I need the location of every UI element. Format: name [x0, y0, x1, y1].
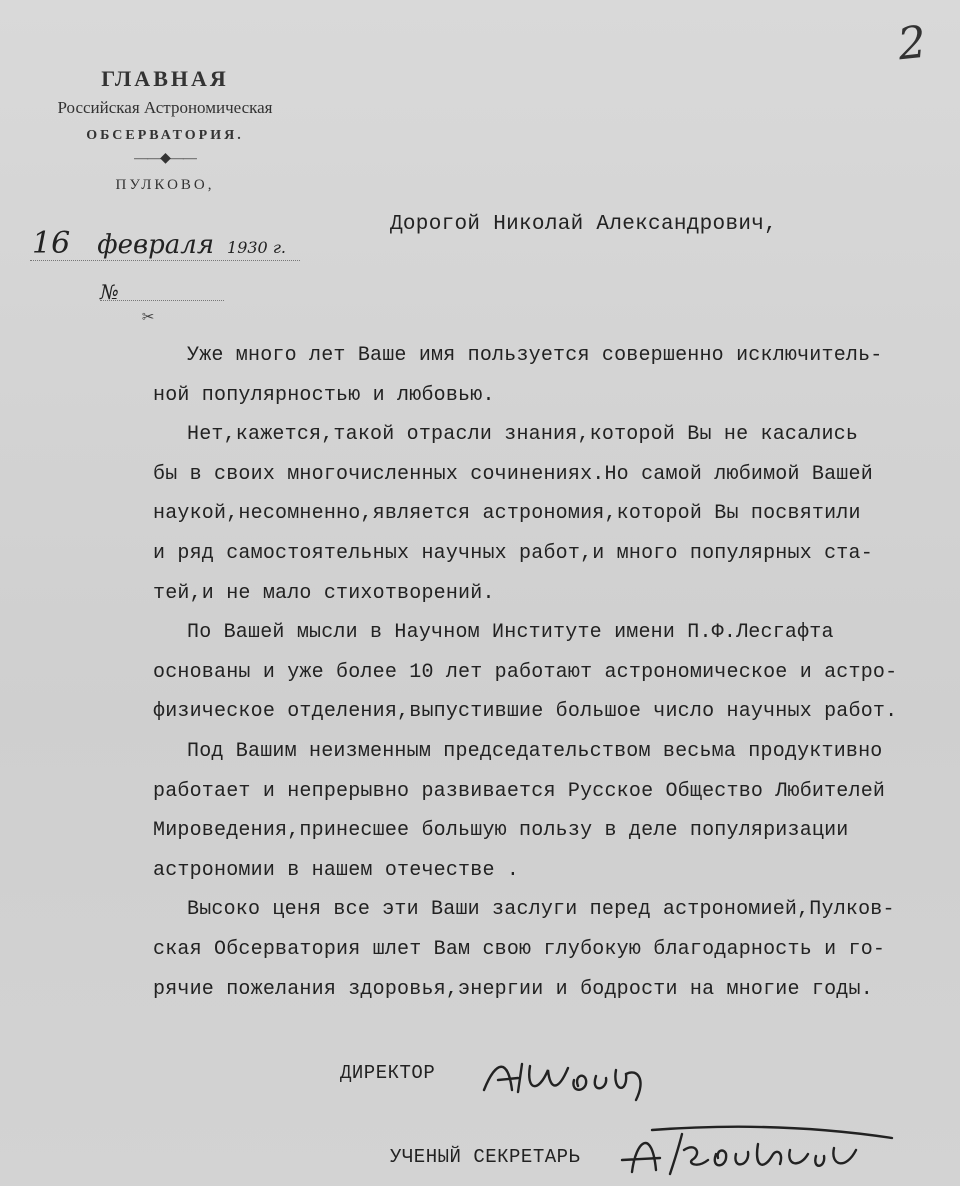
secretary-signature-row	[390, 1146, 580, 1168]
body-line: астрономии в нашем отечестве .	[153, 858, 520, 882]
secretary-signature	[612, 1120, 902, 1184]
date-day: 16	[32, 226, 71, 261]
body-line: Нет,кажется,такой отрасли знания,которой Вы не касались	[187, 423, 859, 447]
body-line: бы в своих многочисленных сочинениях.Но самой любимой Вашей	[153, 462, 873, 486]
body-line: работает и непрерывно развивается Русское Общество Любителей	[153, 779, 886, 803]
body-line: Уже много лет Ваше имя пользуется совершенно исключитель-	[187, 344, 883, 367]
paragraph	[153, 336, 953, 415]
salutation: Дорогой Николай Александрович,	[390, 213, 778, 236]
reference-number-line	[100, 280, 224, 304]
body-line: наукой,несомненно,является астрономия,которой Вы посвятили	[153, 502, 861, 526]
director-signature	[478, 1050, 668, 1110]
paragraph	[153, 890, 953, 1009]
body-line: ская Обсерватория шлет Вам свою глубокую благодарность и го-	[153, 937, 886, 961]
secretary-label: УЧЕНЫЙ СЕКРЕТАРЬ	[390, 1146, 581, 1168]
letterhead-observatory: ОБСЕРВАТОРИЯ.	[86, 128, 244, 143]
letterhead	[20, 66, 310, 194]
letterhead-subtitle: Российская Астрономическая	[57, 98, 273, 117]
director-signature-row	[340, 1062, 435, 1084]
body-line: рячие пожелания здоровья,энергии и бодрости на многие годы.	[153, 977, 873, 1001]
date-month: февраля	[97, 230, 215, 260]
scissors-icon: ✂	[142, 307, 155, 330]
paragraph	[153, 613, 953, 732]
body-line: и ряд самостоятельных научных работ,и много популярных ста-	[153, 541, 873, 565]
paragraph	[153, 415, 953, 613]
letter-body	[153, 336, 953, 1009]
date-year: 1930 г.	[227, 238, 286, 257]
letterhead-divider: ——◆——	[134, 151, 196, 166]
body-line: Под Вашим неизменным председательством весьма продуктивно	[187, 739, 883, 763]
body-line: тей,и не мало стихотворений.	[153, 581, 495, 605]
letterhead-title: ГЛАВНАЯ	[101, 66, 229, 91]
director-label: ДИРЕКТОР	[340, 1062, 436, 1084]
letterhead-place: ПУЛКОВО,	[115, 177, 215, 193]
body-line: основаны и уже более 10 лет работают астрономическое и астро-	[153, 660, 898, 684]
paragraph	[153, 732, 953, 890]
body-line: ной популярностью и любовью.	[153, 383, 495, 407]
number-label: №	[100, 280, 119, 304]
date-line	[30, 226, 300, 261]
body-line: Мироведения,принесшее большую пользу в деле популяризации	[153, 819, 849, 843]
body-line: физическое отделения,выпустившие большое число научных работ.	[153, 700, 898, 724]
body-line: По Вашей мысли в Научном Институте имени П.Ф.Лесгафта	[187, 621, 834, 645]
page-number: 2	[895, 16, 929, 71]
body-line: Высоко ценя все эти Ваши заслуги перед астрономией,Пулков-	[187, 898, 895, 922]
